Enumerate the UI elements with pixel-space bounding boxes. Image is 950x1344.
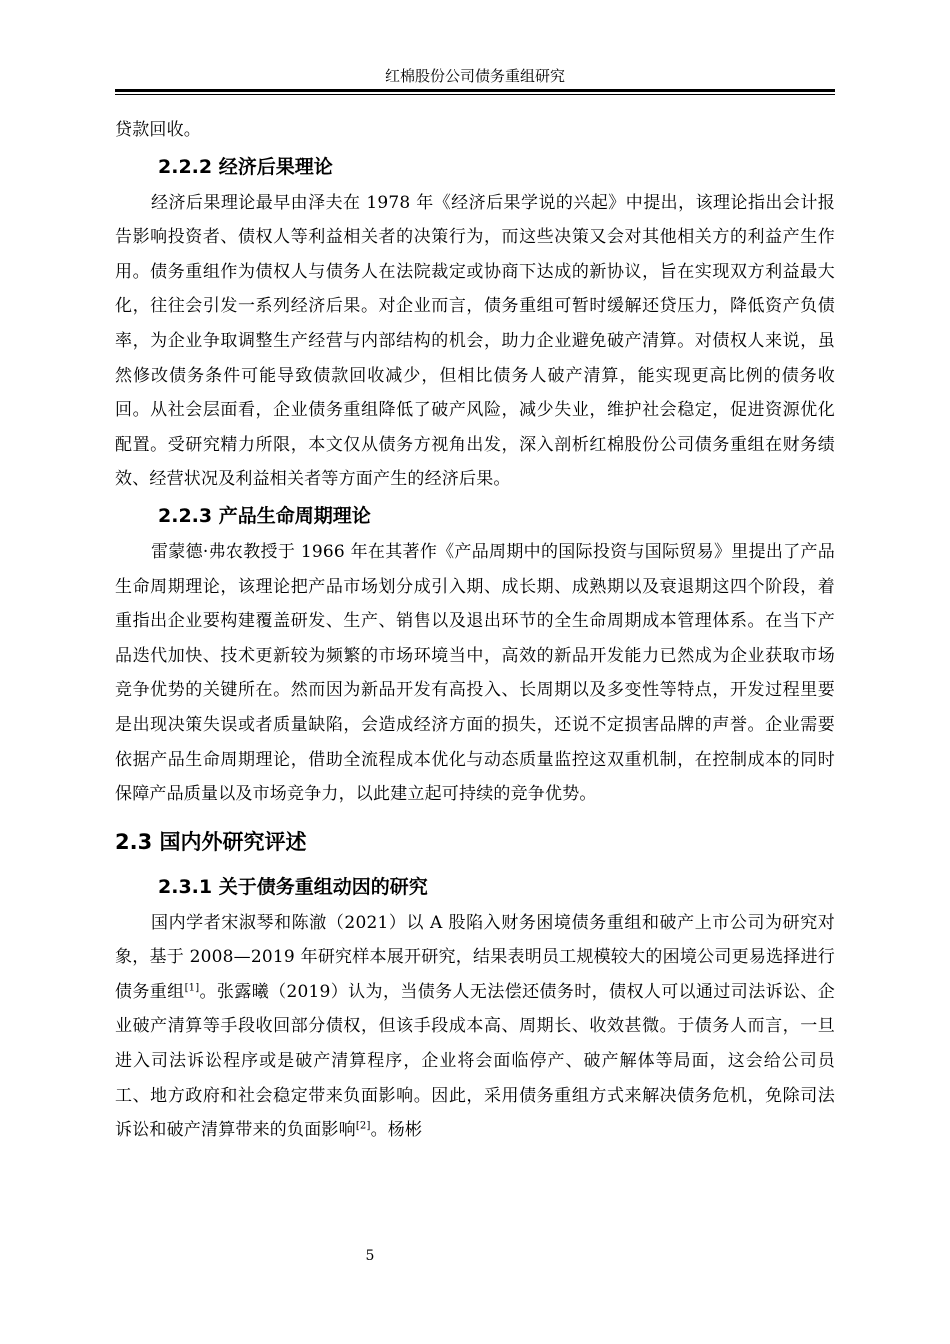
citation-ref-2: [2] (355, 1120, 371, 1132)
paragraph-text-part: 。杨彬 (370, 1120, 423, 1141)
paragraph-economic-consequences: 经济后果理论最早由泽夫在 1978 年《经济后果学说的兴起》中提出，该理论指出会计报告影响投资者、债权人等利益相关者的决策行为，而这些决策又会对其他相关方的利益产生作用。债务重组作为债权人与债务人在法院裁定或协商下达成的新协议，旨在实现双方利益最大化，往往会引发一系列经济后果。对企业而言，债务重组可暂时缓解还贷压力，降低资产负债率，为企业争取调整生产经营与内部结构的机会，助力企业避免破产清算。对债权人来说，虽然修改债务条件可能导致债款回收减少，但相比债务人破产清算，能实现更高比例的债务收回。从社会层面看，企业债务重组降低了破产风险，减少失业，维护社会稳定，促进资源优化配置。受研究精力所限，本文仅从债务方视角出发，深入剖析红棉股份公司债务重组在财务绩效、经营状况及利益相关者等方面产生的经济后果。 (115, 192, 835, 490)
page-content (115, 113, 835, 1148)
citation-ref-1: [1] (184, 982, 200, 994)
section-heading-2-2-2: 2.2.2 经济后果理论 (158, 155, 333, 178)
paragraph-continuation: 贷款回收。 (115, 120, 201, 140)
paragraph-text-part: 国内学者宋淑琴和陈澈（2021）以 A 股陷入财务困境债务重组和破产上市公司为研究对象，基于 2008—2019 年研究样本展开研究，结果表明员工规模较大的困境公司更易选择进行债务重组 (115, 912, 835, 1002)
header-rule-thin (115, 94, 835, 95)
section-heading-2-3: 2.3 国内外研究评述 (115, 829, 307, 854)
paragraph-product-lifecycle: 雷蒙德·弗农教授于 1966 年在其著作《产品周期中的国际投资与国际贸易》里提出了产品生命周期理论，该理论把产品市场划分成引入期、成长期、成熟期以及衰退期这四个阶段，着重指出企业要构建覆盖研发、生产、销售以及退出环节的全生命周期成本管理体系。在当下产品迭代加快、技术更新较为频繁的市场环境当中，高效的新品开发能力已然成为企业获取市场竞争优势的关键所在。然而因为新品开发有高投入、长周期以及多变性等特点，开发过程里要是出现决策失误或者质量缺陷，会造成经济方面的损失，还说不定损害品牌的声誉。企业需要依据产品生命周期理论，借助全流程成本优化与动态质量监控这双重机制，在控制成本的同时保障产品质量以及市场竞争力，以此建立起可持续的竞争优势。 (115, 541, 835, 805)
paragraph-text-part: 。张露曦（2019）认为，当债务人无法偿还债务时，债权人可以通过司法诉讼、企业破产清算等手段收回部分债权，但该手段成本高、周期长、收效甚微。于债务人而言，一旦进入司法诉讼程序或是破产清算程序，企业将会面临停产、破产解体等局面，这会给公司员工、地方政府和社会稳定带来负面影响。因此，采用债务重组方式来解决债务危机，免除司法诉讼和破产清算带来的负面影响 (115, 981, 835, 1141)
section-heading-2-2-3: 2.2.3 产品生命周期理论 (158, 504, 371, 527)
header-rule-thick (115, 89, 835, 92)
page-number: 5 (365, 1248, 375, 1264)
running-header: 红棉股份公司债务重组研究 (384, 67, 565, 85)
section-heading-2-3-1: 2.3.1 关于债务重组动因的研究 (158, 875, 428, 898)
paragraph-debt-restructuring-motives (115, 906, 835, 1148)
